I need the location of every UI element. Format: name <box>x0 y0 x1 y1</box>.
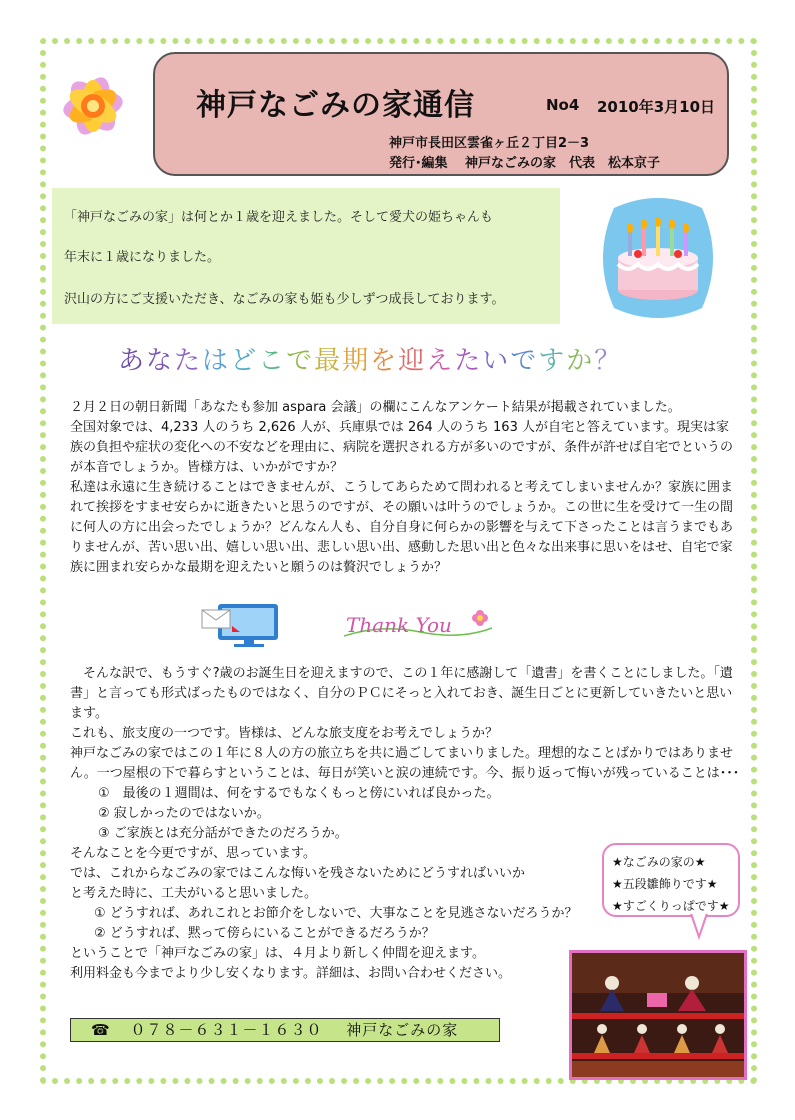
paragraph: そんなことを今更ですが、思っています。 <box>70 846 316 861</box>
headline-char: え <box>426 346 455 376</box>
headline-char: あ <box>118 346 147 376</box>
plan-item: ① どうすれば、あれこれとお節介をしないで、大事なことを見逃さないだろうか？ <box>94 906 578 921</box>
headline-char: い <box>482 346 511 376</box>
paragraph: 利用料金も今までより少し安くなります。詳細は、お問い合わせください。 <box>70 966 511 981</box>
headline-char: た <box>174 346 203 376</box>
phone-icon: ☎ <box>91 1021 111 1039</box>
headline-char: で <box>286 346 315 376</box>
birthday-cake-icon <box>594 194 722 322</box>
regret-item: ① 最後の１週間は、何をするでもなくもっと傍にいれば良かった。 <box>98 786 500 801</box>
paragraph: ということで「神戸なごみの家」は、４月より新しく仲間を迎えます。 <box>70 946 485 961</box>
paragraph: 全国対象では、4,233 人のうち 2,626 人が、兵庫県では 264 人のうち 163 人が自宅と答えています。現実は家族の負担や症状の変化への不安などを理由に、病院を選択される方が多いのですが、条件が許せば自宅でというのが本音でしょうか。皆様方は、いかがですか？ <box>70 420 734 475</box>
newsletter-title: 神戸なごみの家通信 <box>196 88 475 123</box>
speech-bubble <box>602 843 740 917</box>
hina-dolls-photo <box>569 950 747 1080</box>
contact-name: 神戸なごみの家 <box>346 1021 459 1039</box>
paragraph: では、これからなごみの家ではこんな悔いを残さないためにどうすればいいか <box>70 866 526 881</box>
article-body-2 <box>70 664 742 984</box>
address: 神戸市長田区雲雀ヶ丘２丁目2－3 <box>389 136 590 151</box>
plan-item: ② どうすれば、黙って傍らにいることができるだろうか？ <box>94 926 435 941</box>
headline-char: な <box>146 346 175 376</box>
bubble-tail-inner <box>692 913 706 934</box>
bubble-line: ★五段雛飾りです★ <box>612 877 718 891</box>
editor-line: 発行･編集 神戸なごみの家 代表 松本京子 <box>389 156 661 171</box>
greeting-box <box>52 188 560 324</box>
computer-mail-icon <box>200 602 282 648</box>
bubble-line: ★なごみの家の★ <box>612 855 706 869</box>
paragraph: と考えた時に、工夫がいると思いました。 <box>70 886 318 901</box>
greeting-line: 沢山の方にご支援いただき、なごみの家も姫も少しずつ成長しております。 <box>64 292 505 307</box>
headline-char: 迎 <box>398 346 427 376</box>
paragraph: ２月２日の朝日新聞「あなたも参加 aspara 会議」の欄にこんなアンケート結果が掲載されていました。 <box>70 400 681 415</box>
regret-item: ③ ご家族とは充分話ができたのだろうか。 <box>98 826 348 841</box>
issue-date: 2010年3月10日 <box>597 98 716 116</box>
regret-item: ② 寂しかったのではないか。 <box>98 806 270 821</box>
flower-icon <box>48 58 138 158</box>
thank-you-text: Thank You <box>346 613 452 637</box>
headline-char: で <box>510 346 539 376</box>
greeting-line: 年末に１歳になりました。 <box>64 250 221 265</box>
headline-text <box>118 346 622 376</box>
paragraph: 私達は永遠に生き続けることはできませんが、こうしてあらためて問われると考えてしまいませんか？家族に囲まれて挨拶をすませ安らかに逝きたいと思うのですが、その願いは叶うのでしょうか。この世に生を受けて一生の間に何人の方に出会ったでしょうか？どんなん人も、自分自身に何らかの影響を与えて下さったことは言うまでもありませんが、苦い思い出、嬉しい思い出、悲しい思い出、感動した思い出と色々な出来事に思いをはせ、自宅で家族に囲まれ安らかな最期を迎えたいと願うのは贅沢でしょうか？ <box>70 480 734 575</box>
headline-char: か <box>566 346 595 376</box>
headline-char: た <box>454 346 483 376</box>
paragraph: これも、旅支度の一つです。皆様は、どんな旅支度をお考えでしょうか？ <box>70 726 498 741</box>
headline-char: ？ <box>594 346 623 376</box>
contact-box <box>70 1018 500 1042</box>
paragraph: そんな訳で、もうすぐ?歳のお誕生日を迎えますので、この１年に感謝して「遺書」を書くことにしました。「遺書」と言っても形式ばったものではなく、自分のＰＣにそっと入れておき、誕生日ごとに更新していきたいと思います。 <box>70 666 733 721</box>
thank-you-decoration <box>340 606 496 646</box>
headline-char: ど <box>230 346 259 376</box>
bubble-line: ★すごくりっぱです★ <box>612 899 730 913</box>
article-headline <box>118 340 622 377</box>
headline-char: 最 <box>314 346 343 376</box>
headline-char: は <box>202 346 231 376</box>
article-body <box>70 398 738 578</box>
greeting-line: 「神戸なごみの家」は何とか１歳を迎えました。そして愛犬の姫ちゃんも <box>64 210 494 225</box>
phone-number[interactable]: ０７８－６３１－１６３０ <box>130 1021 323 1039</box>
headline-char: 期 <box>342 346 371 376</box>
headline-char: こ <box>258 346 287 376</box>
headline-char: を <box>370 346 399 376</box>
headline-char: す <box>538 346 567 376</box>
issue-number: No4 <box>546 96 580 114</box>
paragraph: 神戸なごみの家ではこの１年に８人の方の旅立ちを共に過ごしてまいりました。理想的なことばかりではありません。一つ屋根の下で暮らすということは、毎日が笑いと涙の連続です。今、振り返って悔いが残っていることは･･･ <box>70 746 740 781</box>
